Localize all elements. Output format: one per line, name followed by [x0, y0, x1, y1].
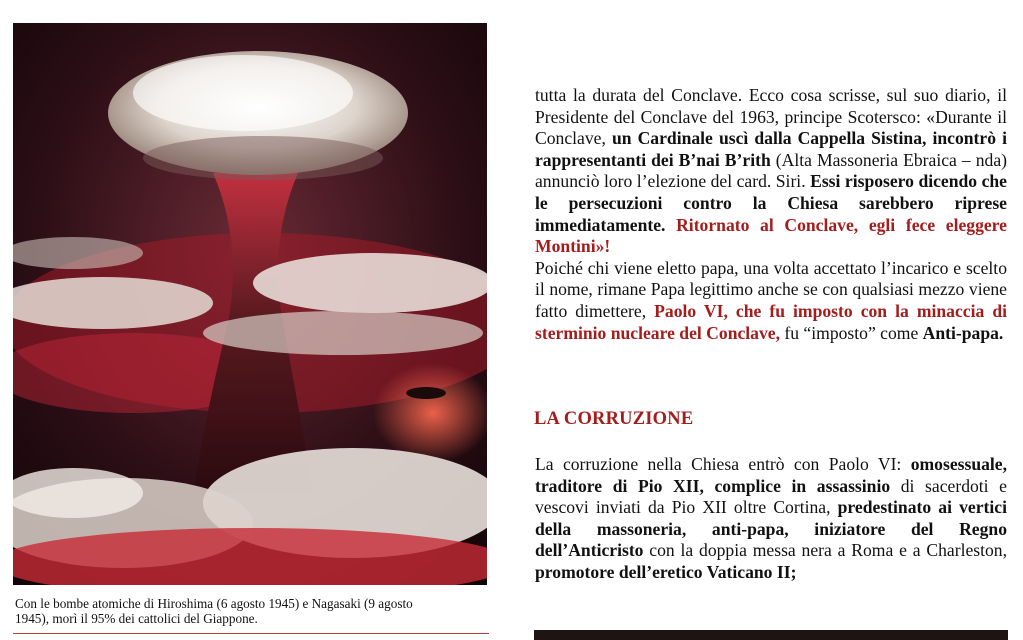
p2-text-1: Poiché chi viene eletto papa, una volta accettato l’incarico e scelto il nome, rimane Papa legittimo anche se con qualsiasi mezzo viene fatto dimettere, — [535, 257, 1007, 321]
p3-text-2: di sacerdoti e vescovi inviati da Pio XII oltre Cortina, — [535, 475, 1007, 518]
p1-bold-2: Essi risposero dicendo che le persecuzioni contro la Chiesa sarebbero riprese immediatamente. — [535, 171, 1007, 235]
figure-caption — [15, 597, 495, 626]
p1-text-1: tutta la durata del Conclave. Ecco cosa scrisse, sul suo diario, il Presidente del Conclave del 1963, principe Scotersco: «Durante il Conclave, — [535, 85, 1007, 149]
section-heading: LA CORRUZIONE — [534, 409, 694, 429]
mushroom-cloud-illustration — [13, 23, 487, 585]
caption-divider — [13, 633, 489, 634]
next-image-edge — [534, 630, 1008, 640]
paragraph-antipapa — [535, 258, 1007, 344]
caption-line-2: 1945), morì il 95% dei cattolici del Giappone. — [15, 610, 258, 626]
p2-text-2: fu “imposto” come — [779, 322, 923, 343]
p3-bold-2: predestinato ai vertici della massoneria, anti-papa, iniziatore del Regno dell’Anticristo — [535, 497, 1007, 561]
p1-red-1: Ritornato al Conclave, egli fece eleggere Montini»! — [535, 214, 1007, 257]
p1-bold-1: un Cardinale uscì dalla Cappella Sistina, incontrò i rappresentanti dei B’nai B’rith — [535, 128, 1007, 170]
paragraph-conclave — [535, 85, 1007, 258]
caption-line-1: Con le bombe atomiche di Hiroshima (6 agosto 1945) e Nagasaki (9 agosto — [15, 596, 413, 611]
p3-bold-3: promotore dell’eretico Vaticano II; — [535, 561, 797, 582]
mushroom-cloud-photo — [13, 23, 487, 585]
p1-text-2: (Alta Massoneria Ebraica – nda) annunciò loro l’elezione del card. Siri. — [535, 149, 1007, 192]
p2-red-1: Paolo VI, che fu imposto con la minaccia di sterminio nucleare del Conclave, — [535, 300, 1007, 343]
p3-text-3: con la doppia messa nera a Roma e a Charleston, — [643, 540, 1007, 561]
p3-text-1: La corruzione nella Chiesa entrò con Paolo VI: — [535, 454, 911, 474]
paragraph-corruzione — [535, 454, 1007, 584]
body-text-top — [535, 85, 1007, 344]
p2-bold-1: Anti-papa. — [922, 322, 1004, 343]
body-text-bottom — [535, 454, 1007, 584]
p3-bold-1: omosessuale, traditore di Pio XII, complice in assassinio — [535, 454, 1007, 496]
